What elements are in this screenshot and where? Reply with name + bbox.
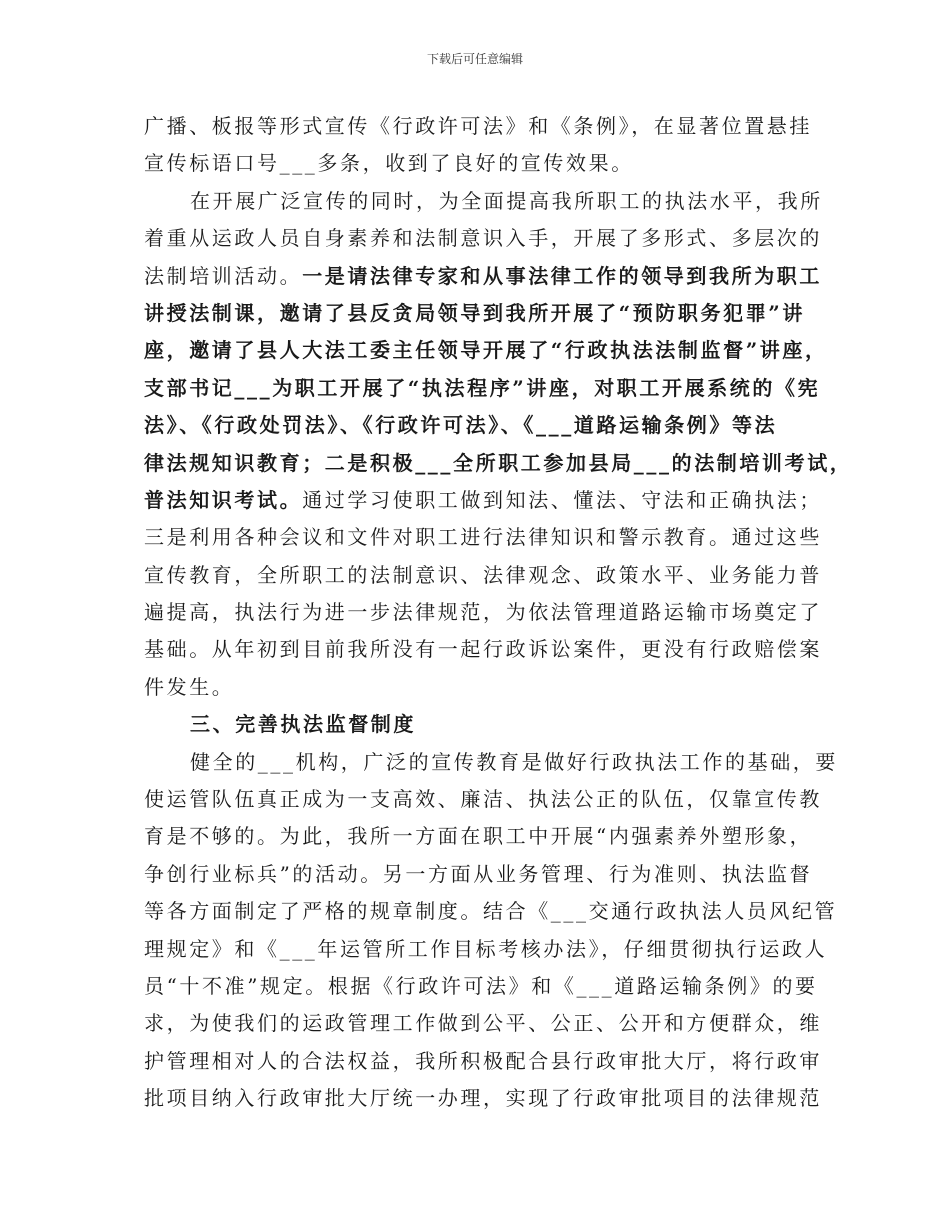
bold-text-span: 普法知识考试。	[144, 487, 303, 512]
text-line: 等各方面制定了严格的规章制度。结合《___交通行政执法人员风纪管	[144, 899, 838, 924]
text-line: 遍提高，执法行为进一步法律规范，为依法管理道路运输市场奠定了	[144, 600, 822, 625]
text-line: 员“十不准”规定。根据《行政许可法》和《___道路运输条例》的要	[144, 973, 818, 998]
text-line: 使运管队伍真正成为一支高效、廉洁、执法公正的队伍，仅靠宣传教	[144, 787, 822, 812]
text-line: 三是利用各种会议和文件对职工进行法律知识和警示教育。通过这些	[144, 525, 822, 550]
section-heading: 三、完善执法监督制度	[190, 712, 416, 737]
text-line: 基础。从年初到目前我所没有一起行政诉讼案件，更没有行政赔偿案	[144, 637, 822, 662]
document-body	[144, 108, 853, 1118]
bold-text-line: 支部书记___为职工开展了“执法程序”讲座，对职工开展系统的《宪	[144, 375, 821, 400]
text-line: 批项目纳入行政审批大厅统一办理，实现了行政审批项目的法律规范	[144, 1086, 822, 1111]
text-line: 着重从运政人员自身素养和法制意识入手，开展了多形式、多层次的	[144, 226, 822, 251]
text-line	[144, 482, 823, 519]
text-line: 理规定》和《___年运管所工作目标考核办法》，仔细贯彻执行运政人	[144, 936, 828, 961]
page-header-note: 下载后可任意编辑	[426, 52, 523, 66]
text-line: 宣传标语口号___多条，收到了良好的宣传效果。	[144, 151, 634, 176]
text-line: 育是不够的。为此，我所一方面在职工中开展“内强素养外塑形象，	[144, 824, 813, 849]
text-line: 健全的___机构，广泛的宣传教育是做好行政执法工作的基础，要	[190, 749, 838, 774]
text-line: 护管理相对人的合法权益，我所积极配合县行政审批大厅，将行政审	[144, 1048, 822, 1073]
text-span: 法制培训活动。	[144, 263, 303, 288]
text-line: 广播、板报等形式宣传《行政许可法》和《条例》，在显著位置悬挂	[144, 114, 812, 138]
text-line	[144, 258, 823, 295]
text-line: 件发生。	[144, 674, 235, 699]
bold-text-line: 法》、《行政处罚法》、《行政许可法》、《___道路运输条例》等法	[144, 413, 778, 438]
bold-text-line: 讲授法制课，邀请了县反贪局领导到我所开展了“预防职务犯罪”讲	[144, 300, 806, 325]
text-line: 求，为使我们的运政管理工作做到公平、公正、公开和方便群众，维	[144, 1011, 822, 1036]
bold-text-span: 一是请法律专家和从事法律工作的领导到我所为职工	[302, 263, 823, 288]
bold-text-line: 座，邀请了县人大法工委主任领导开展了“行政执法法制监督”讲座，	[144, 338, 828, 363]
text-line: 宣传教育，全所职工的法制意识、法律观念、政策水平、业务能力普	[144, 562, 822, 587]
bold-text-line: 律法规知识教育；二是积极___全所职工参加县局___的法制培训考试，	[144, 450, 853, 475]
text-line: 争创行业标兵”的活动。另一方面从业务管理、行为准则、执法监督	[144, 861, 813, 886]
text-line: 在开展广泛宣传的同时，为全面提高我所职工的执法水平，我所	[190, 188, 823, 213]
text-span: 通过学习使职工做到知法、懂法、守法和正确执法；	[302, 487, 823, 512]
